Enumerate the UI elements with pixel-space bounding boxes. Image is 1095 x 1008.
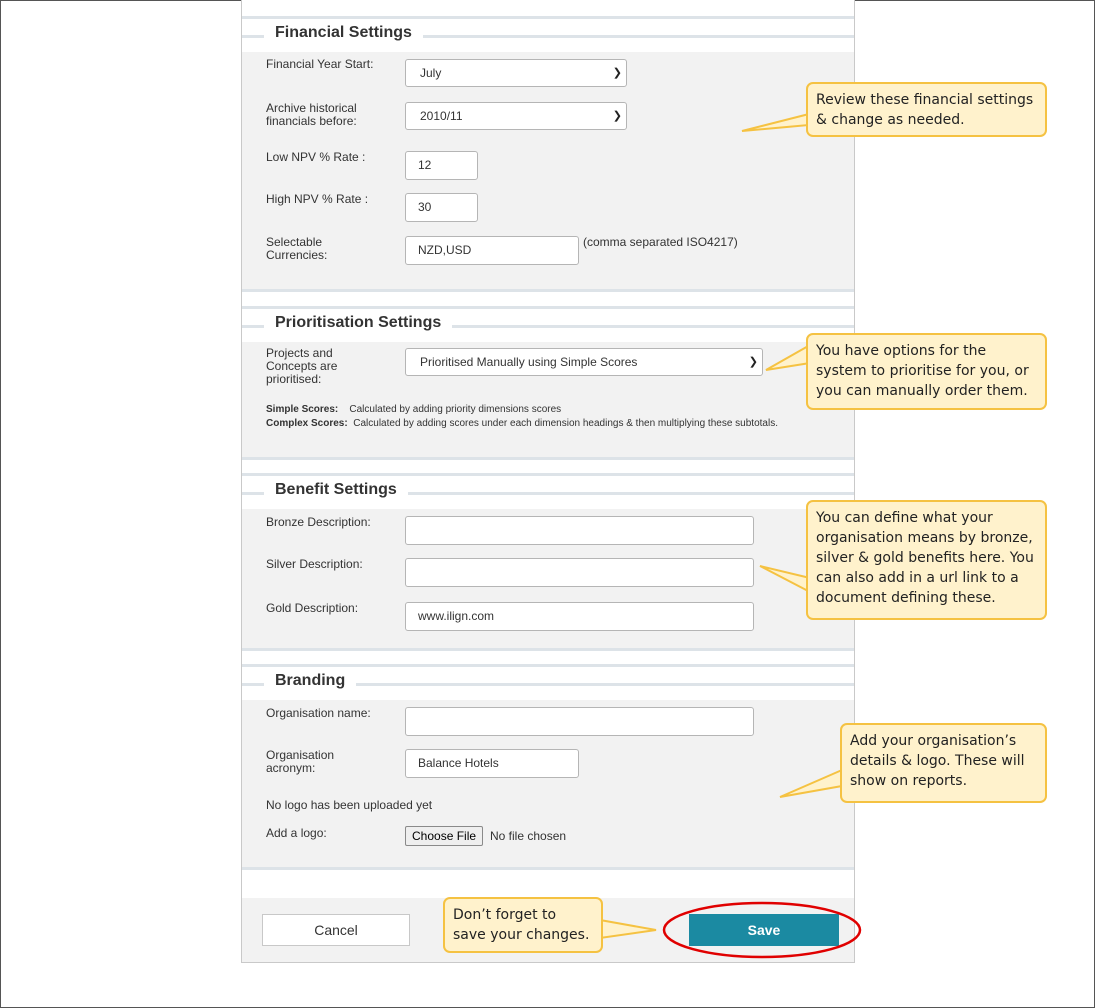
simple-scores-note: Simple Scores: Calculated by adding priority dimensions scores bbox=[266, 404, 562, 415]
branding-callout: Add your organisation’s details & logo. These will show on reports. bbox=[840, 723, 1047, 803]
gold-description-label: Gold Description: bbox=[266, 601, 359, 615]
benefit-callout-pointer bbox=[760, 566, 810, 592]
chevron-down-icon: ❯ bbox=[612, 110, 622, 122]
section-title: Financial Settings bbox=[264, 24, 423, 42]
prioritisation-callout: You have options for the system to prioritise for you, or you can manually order them. bbox=[806, 333, 1047, 410]
organisation-acronym-input[interactable]: Balance Hotels bbox=[405, 749, 579, 778]
save-callout: Don’t forget to save your changes. bbox=[443, 897, 603, 953]
save-callout-pointer bbox=[600, 920, 656, 938]
section-title: Prioritisation Settings bbox=[264, 314, 452, 332]
prioritisation-callout-pointer bbox=[766, 345, 810, 370]
no-file-chosen-text: No file chosen bbox=[490, 829, 567, 843]
financial-callout-pointer bbox=[742, 114, 809, 131]
high-npv-label: High NPV % Rate : bbox=[266, 192, 369, 206]
currencies-input[interactable]: NZD,USD bbox=[405, 236, 579, 265]
select-value: Prioritised Manually using Simple Scores bbox=[420, 355, 638, 369]
organisation-name-label: Organisation name: bbox=[266, 706, 371, 720]
financial-callout: Review these financial settings & change as needed. bbox=[806, 82, 1047, 137]
gold-description-input[interactable]: www.ilign.com bbox=[405, 602, 754, 631]
organisation-acronym-label: Organisation acronym: bbox=[266, 748, 335, 775]
silver-description-label: Silver Description: bbox=[266, 557, 363, 571]
choose-file-button[interactable]: Choose File bbox=[405, 826, 483, 846]
chevron-down-icon: ❯ bbox=[612, 67, 622, 79]
high-npv-input[interactable]: 30 bbox=[405, 193, 478, 222]
save-highlight-ring bbox=[664, 903, 860, 957]
chevron-down-icon: ❯ bbox=[748, 356, 758, 368]
complex-scores-note: Complex Scores: Calculated by adding scores under each dimension headings & then multiplying these subtotals. bbox=[266, 418, 778, 429]
save-button[interactable]: Save bbox=[689, 914, 839, 946]
add-logo-label: Add a logo: bbox=[266, 826, 327, 840]
select-value: July bbox=[420, 66, 442, 80]
low-npv-input[interactable]: 12 bbox=[405, 151, 478, 180]
financial-year-start-label: Financial Year Start: bbox=[266, 57, 374, 71]
benefit-callout: You can define what your organisation means by bronze, silver & gold benefits here. You can also add in a url link to a document defining these. bbox=[806, 500, 1047, 620]
section-title: Benefit Settings bbox=[264, 481, 408, 499]
no-logo-text: No logo has been uploaded yet bbox=[266, 798, 433, 812]
cancel-button[interactable]: Cancel bbox=[262, 914, 410, 946]
archive-label: Archive historical financials before: bbox=[266, 101, 357, 128]
currencies-note: (comma separated ISO4217) bbox=[583, 235, 738, 249]
section-title: Branding bbox=[264, 672, 356, 690]
prioritisation-label: Projects and Concepts are prioritised: bbox=[266, 346, 338, 386]
bronze-description-label: Bronze Description: bbox=[266, 515, 371, 529]
low-npv-label: Low NPV % Rate : bbox=[266, 150, 366, 164]
currencies-label: Selectable Currencies: bbox=[266, 235, 328, 262]
select-value: 2010/11 bbox=[420, 109, 463, 123]
branding-callout-pointer bbox=[780, 770, 842, 797]
